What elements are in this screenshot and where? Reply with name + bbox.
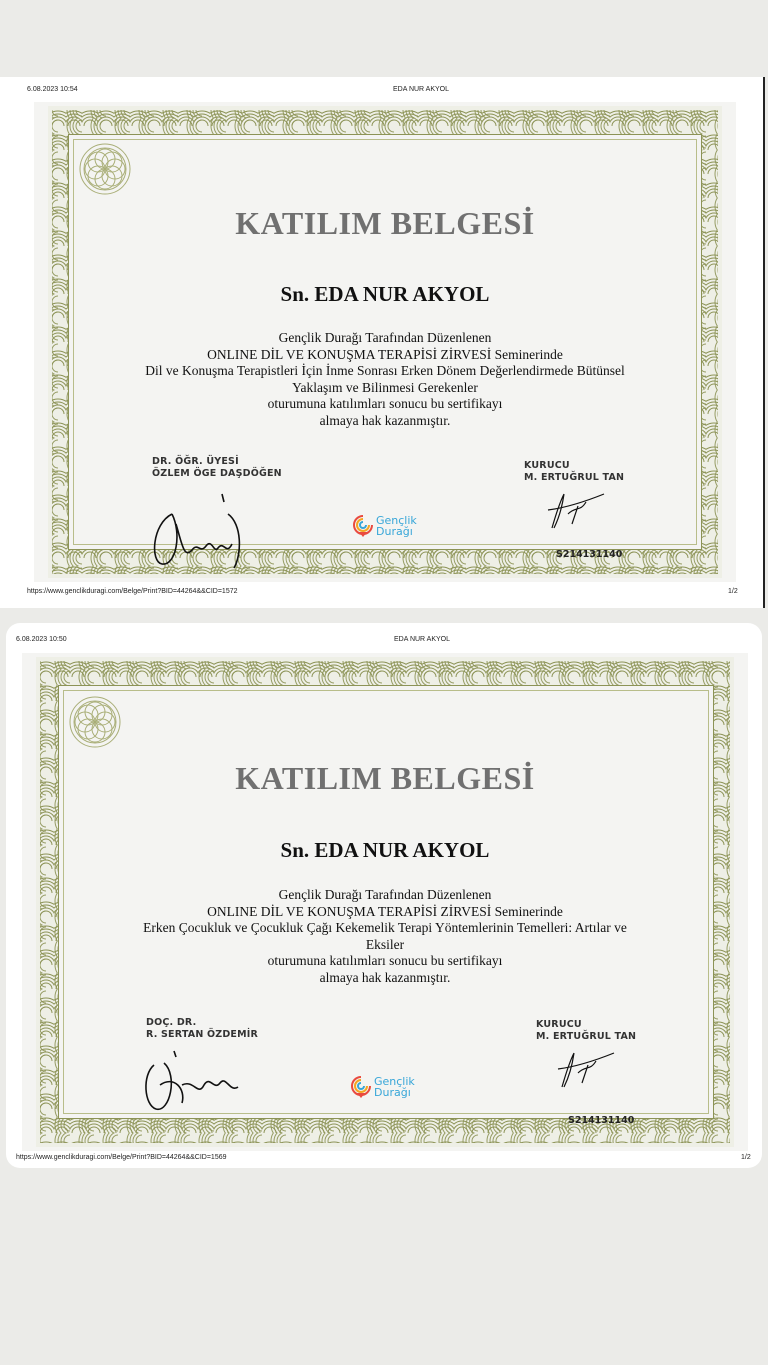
recipient-name: Sn. EDA NUR AKYOL xyxy=(280,838,490,862)
rosette-emblem-icon xyxy=(68,695,122,749)
body-line: Gençlik Durağı Tarafından Düzenlenen xyxy=(278,330,492,345)
logo-text-line1: Gençlik xyxy=(376,514,417,527)
header-date: 6.08.2023 10:50 xyxy=(16,636,67,643)
certificate-title: KATILIM BELGESİ xyxy=(235,760,535,796)
serial-number: S214131140 xyxy=(568,1115,635,1126)
body-line: oturumuna katılımları sonucu bu sertifikayı xyxy=(267,953,503,968)
logo-text-line2: Durağı xyxy=(376,525,413,538)
right-signer-title: KURUCU xyxy=(524,460,570,471)
body-line: Erken Çocukluk ve Çocukluk Çağı Kekemelik Terapi Yöntemlerinin Temelleri: Artılar ve xyxy=(143,920,627,935)
body-line: almaya hak kazanmıştır. xyxy=(319,969,451,985)
right-signature-icon xyxy=(542,484,612,534)
body-line: ONLINE DİL VE KONUŞMA TERAPİSİ ZİRVESİ Seminerinde xyxy=(207,903,563,919)
body-line: almaya hak kazanmıştır. xyxy=(319,412,451,428)
genclik-duragi-logo xyxy=(352,514,417,538)
body-line: Yaklaşım ve Bilinmesi Gerekenler xyxy=(292,379,478,395)
recipient-name: Sn. EDA NUR AKYOL xyxy=(280,282,490,306)
left-signer-name: R. SERTAN ÖZDEMİR xyxy=(146,1029,259,1040)
serial-number: S214131140 xyxy=(556,549,623,560)
rosette-emblem-icon xyxy=(78,142,132,196)
left-signature-icon xyxy=(134,1045,244,1125)
header-title: EDA NUR AKYOL xyxy=(393,86,450,93)
body-line: Gençlik Durağı Tarafından Düzenlenen xyxy=(278,887,492,902)
right-signer xyxy=(524,460,624,484)
genclik-duragi-logo xyxy=(350,1075,415,1099)
left-signer-title: DOÇ. DR. xyxy=(146,1017,197,1028)
left-signer-name: ÖZLEM ÖGE DAŞDÖĞEN xyxy=(152,468,282,479)
footer-url: https://www.genclikduragi.com/Belge/Print?BID=44264&&CID=1572 xyxy=(27,588,238,595)
right-signer-name: M. ERTUĞRUL TAN xyxy=(536,1031,637,1042)
right-signer-title: KURUCU xyxy=(536,1019,582,1030)
logo-text-line1: Gençlik xyxy=(374,1075,415,1088)
right-signer xyxy=(536,1019,636,1043)
right-signer-name: M. ERTUĞRUL TAN xyxy=(524,472,625,483)
logo-text-line2: Durağı xyxy=(374,1086,411,1099)
header-date: 6.08.2023 10:54 xyxy=(27,86,78,93)
left-signer xyxy=(152,456,282,480)
left-signer-title: DR. ÖĞR. ÜYESİ xyxy=(152,456,239,467)
certificate-body xyxy=(22,887,748,986)
body-line: Dil ve Konuşma Terapistleri İçin İnme Sonrası Erken Dönem Değerlendirmede Bütünsel xyxy=(145,363,625,378)
print-page-1 xyxy=(0,77,765,608)
right-signature-icon xyxy=(552,1043,622,1093)
certificate-title: KATILIM BELGESİ xyxy=(235,205,535,241)
logo-mark-icon xyxy=(352,514,374,538)
left-signature-icon xyxy=(142,484,252,574)
header-title: EDA NUR AKYOL xyxy=(394,636,451,643)
certificate-body xyxy=(34,330,736,429)
footer-url: https://www.genclikduragi.com/Belge/Print?BID=44264&&CID=1569 xyxy=(16,1154,227,1161)
footer-page-number: 1/2 xyxy=(728,588,738,595)
certificate xyxy=(22,653,748,1151)
logo-mark-icon xyxy=(350,1075,372,1099)
body-line: ONLINE DİL VE KONUŞMA TERAPİSİ ZİRVESİ Seminerinde xyxy=(207,346,563,362)
body-line: oturumuna katılımları sonucu bu sertifikayı xyxy=(267,396,503,411)
left-signer xyxy=(146,1017,258,1041)
footer-page-number: 1/2 xyxy=(741,1154,751,1161)
body-line: Eksiler xyxy=(365,936,405,952)
certificate xyxy=(34,102,736,582)
print-page-2 xyxy=(6,623,762,1168)
